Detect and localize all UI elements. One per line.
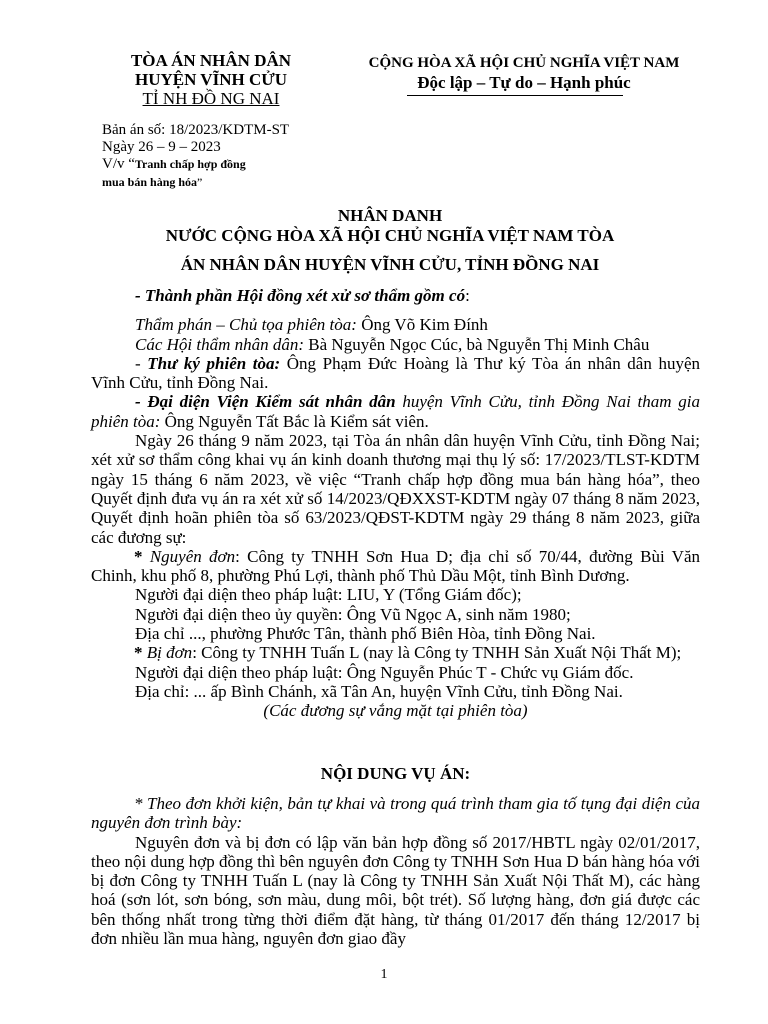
people-assessors: Các Hội thẩm nhân dân: Bà Nguyễn Ngọc Cúc, bà Nguyễn Thị Minh Châu	[135, 334, 650, 354]
plaintiff: * Nguyên đơn: Công ty TNHH Sơn Hua D; địa chỉ số 70/44, đường Bùi Văn Chinh, khu phố 8, phường Phú Lợi, thành phố Thủ Dầu Một, tỉnh Bình Dương.	[91, 546, 700, 586]
court-province: TỈ NH ĐỒ NG NAI	[142, 89, 280, 108]
defendant-address: Địa chỉ: ... ấp Bình Chánh, xã Tân An, huyện Vĩnh Cửu, tỉnh Đồng Nai.	[135, 681, 623, 701]
plaintiff-legal-rep: Người đại diện theo pháp luật: LIU, Y (Tổng Giám đốc);	[135, 585, 522, 605]
trial-details: Ngày 26 tháng 9 năm 2023, tại Tòa án nhân dân huyện Vĩnh Cửu, tỉnh Đồng Nai; xét xử sơ thẩm công khai vụ án kinh doanh thương mại thụ lý số: 17/2023/TLST-KDTM ngày 15 tháng 6 năm 2023, về việc “Tranh chấp hợp đồng mua bán hàng hóa”, theo Quyết định đưa vụ án ra xét xử số 14/2023/QĐXXST-KDTM ngày 07 tháng 8 năm 2023, Quyết định hoãn phiên tòa số 63/2023/QĐST-KDTM ngày 29 tháng 8 năm 2023, giữa các đương sự:	[91, 431, 700, 547]
court-secretary: - Thư ký phiên tòa: Ông Phạm Đức Hoàng là Thư ký Tòa án nhân dân huyện Vĩnh Cửu, tỉnh Đồng Nai.	[91, 353, 700, 393]
petition-intro: * Theo đơn khởi kiện, bản tự khai và trong quá trình tham gia tố tụng đại diện của nguyên đơn trình bày:	[91, 794, 700, 833]
content-heading: NỘI DUNG VỤ ÁN:	[320, 764, 471, 783]
case-subject-line1: V/v “Tranh chấp hợp đồng	[102, 156, 246, 172]
contract-paragraph: Nguyên đơn và bị đơn có lập văn bản hợp đồng số 2017/HBTL ngày 02/01/2017, theo nội dung hợp đồng thì bên nguyên đơn Công ty TNHH Sơn Hua D bán hàng hóa với bị đơn Công ty TNHH Tuấn L (nay là Công ty TNHH Sản Xuất Nội Thất M), các hàng hoá (sơn lót, sơn bóng, sơn màu, dung môi, bột trét). Số lượng hàng, đơn giá được các bên thống nhất trong từng thời điểm đặt hàng, từ tháng 01/2017 đến tháng 12/2017 bị đơn nhiều lần mua hàng, nguyên đơn giao đầy	[91, 832, 700, 949]
motto-underline	[407, 95, 623, 96]
title-nation: NƯỚC CỘNG HÒA XÃ HỘI CHỦ NGHĨA VIỆT NAM TÒA	[165, 226, 615, 245]
presiding-judge: Thẩm phán – Chủ tọa phiên tòa: Ông Võ Kim Đính	[135, 315, 488, 335]
nation-motto: Độc lập – Tự do – Hạnh phúc	[417, 73, 631, 92]
judgment-body	[91, 286, 700, 721]
nation-name: CỘNG HÒA XÃ HỘI CHỦ NGHĨA VIỆT NAM	[368, 55, 680, 71]
defendant-legal-rep: Người đại diện theo pháp luật: Ông Nguyễn Phúc T - Chức vụ Giám đốc.	[135, 662, 634, 682]
case-subject-line2: mua bán hàng hóa”	[102, 175, 203, 189]
court-name-line2: HUYỆN VĨNH CỬU	[134, 70, 288, 89]
case-content	[91, 794, 700, 948]
court-name-line1: TÒA ÁN NHÂN DÂN	[130, 51, 292, 70]
case-number: Bản án số: 18/2023/KDTM-ST	[102, 122, 290, 138]
case-date: Ngày 26 – 9 – 2023	[102, 139, 221, 155]
page-number: 1	[380, 967, 388, 982]
absence-note: (Các đương sự vắng mặt tại phiên tòa)	[263, 701, 528, 721]
panel-heading: - Thành phần Hội đồng xét xử sơ thẩm gồm có:	[135, 286, 470, 305]
plaintiff-authorized-rep: Người đại diện theo ủy quyền: Ông Vũ Ngọc A, sinh năm 1980;	[135, 604, 571, 624]
title-court: ÁN NHÂN DÂN HUYỆN VĨNH CỬU, TỈNH ĐỒNG NAI	[180, 255, 600, 274]
procuracy-representative: - Đại diện Viện Kiểm sát nhân dân huyện Vĩnh Cửu, tỉnh Đồng Nai tham gia phiên tòa: Ông Nguyễn Tất Bắc là Kiểm sát viên.	[91, 392, 700, 431]
plaintiff-rep-address: Địa chỉ ..., phường Phước Tân, thành phố Biên Hòa, tỉnh Đồng Nai.	[135, 624, 596, 644]
defendant: * Bị đơn: Công ty TNHH Tuấn L (nay là Công ty TNHH Sản Xuất Nội Thất M);	[134, 643, 682, 663]
title-in-the-name: NHÂN DANH	[337, 206, 443, 225]
